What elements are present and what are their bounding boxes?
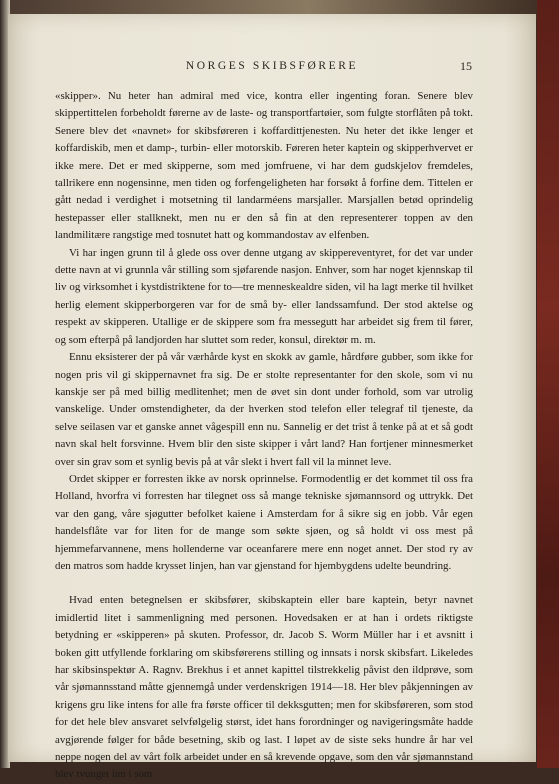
paragraph: Ennu eksisterer der på vår værhårde kyst en skokk av gamle, hårdføre gubber, som ikke for nogen pris vil gi skippernavnet fra sig. De er stolte representanter for den skole, som vi nu kanskje ser på med billig medlitenhet; men de øvet sin dont under forhold, som var utrolig vanskelige. Under omstendigheter, da der hverken stod telefon eller telegraf til tjeneste, da selve seilasen var et ganske annet vågespill enn nu. Sannelig er det trist å tenke på at et så godt navn skal helt forsvinne. Hvem blir den siste skipper i vårt land? Han fortjener minnesmerket over sin grav som et synlig bevis på at vår slekt i hvert fall vil la minnet leve. xyxy=(55,351,473,468)
book-binding-spine xyxy=(537,0,559,768)
page-number: 15 xyxy=(460,59,472,73)
page-header xyxy=(8,60,536,78)
paragraph: «skipper». Nu heter han admiral med vice, kontra eller ingenting foran. Senere blev skippertittelen forbeholdt førerne av de laste- og transportfartøier, som fulgte storflåten på tokt. Senere blev det «navnet» for skibsføreren i koffardittjenesten. Nu heter det ikke lenger et koffardiskib, men et damp-, turbin- eller motorskib. Føreren heter kaptein og skipperhvervet er ikke mere. Det er med skipperne, som med jomfruene, vi har dem gudskjelov fremdeles, tallrikere enn nogensinne, men tiden og forfengeligheten har forsøkt å forfine dem. Tittelen er gått nedad i verdighet i motsetning til landarméens marsjaller. Marsjallen betød oprindelig hestepasser eller stallknekt, men nu er den så fin at den representerer toppen av den landmilitære rangstige med tosnutet hatt og kommandostav av elfenben. xyxy=(55,90,473,242)
paragraph: Ordet skipper er forresten ikke av norsk oprinnelse. Formodentlig er det kommet til oss fra Holland, hvorfra vi forresten har tilegnet oss så mange tekniske sjømannsord og uttrykk. Det var den gang, våre sjøgutter befolket kaiene i Amsterdam for å sikre sig en jobb. Vår egen handelsflåte var for liten for de mange som søkte sjøen, og så holdt vi oss mest på hjemmefarvannene, mens hollenderne var oceanfarere mere enn noget annet. Der stod ry av den matros som hadde krysset linjen, han var gjenstand for hjembygdens udelte beundring. xyxy=(55,472,473,572)
book-page xyxy=(8,14,536,781)
paragraph: Vi har ingen grunn til å glede oss over denne utgang av skippereventyret, for det var under dette navn at vi grunnla vår stilling som sjøfarende nasjon. Enhver, som har noget kjennskap til liv og virksomhet i kystdistriktene for to—tre menneskealdre siden, vil ha lagt merke til hvilket herlig element skipperborgeren var for de små by- eller landssamfund. Der stod aktelse og respekt av skipperen. Utallige er de skippere som fra messegutt har arbeidet sig frem til fører, og som efterpå på landjorden har sluttet som reder, konsul, direktør m. m. xyxy=(55,246,473,346)
paragraph: Hvad enten betegnelsen er skibsfører, skibskaptein eller bare kaptein, betyr navnet imidlertid litet i sammenligning med personen. Hovedsaken er at han i ordets riktigste betydning er «skipperen» på skuten. Professor, dr. Jacob S. Worm Müller har i et avsnitt i boken gitt utfyllende forklaring om skibsførerens stilling og innsats i norsk skibsfart. Likeledes har skibsinspektør A. Ragnv. Brekhus i et annet kapittel tilstrekkelig påvist den ildprøve, som vår sjømannsstand måtte gjennemgå under verdenskrigen 1914—18. Her blev påkjenningen av krigens gru like intens for alle fra første officer til dekksgutten; men for skibsføreren, som stod for det hele blev ansvaret selvfølgelig størst, idet hans forordninger og navigeringsmåte hadde avgjørende følger for både besetning, skib og last. I løpet av de siste seks hundre år har vel neppe nogen del av vårt folk arbeidet under en så krevende opgave, som den vår sjømannstand blev tvunget inn i som xyxy=(55,594,473,781)
running-title: NORGES SKIBSFØRERE xyxy=(185,60,359,72)
body-text xyxy=(55,88,473,784)
